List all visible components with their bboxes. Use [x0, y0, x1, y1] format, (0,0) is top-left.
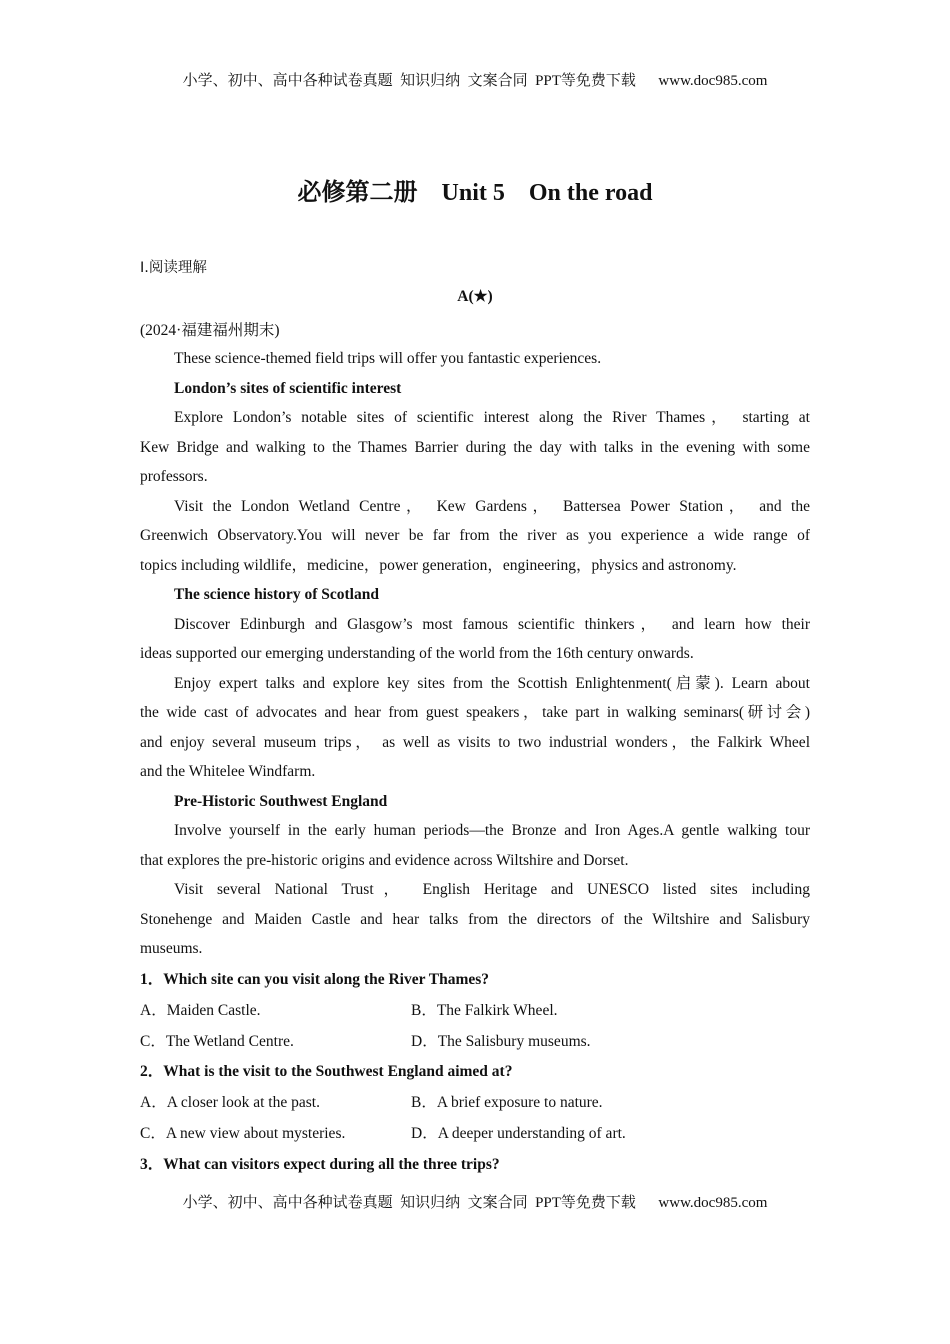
paragraph-line: museums. [140, 940, 203, 957]
paragraph-line: ideas supported our emerging understanding of the world from the 16th century onwards. [140, 645, 694, 662]
question-stem: 3．What can visitors expect during all the three trips? [140, 1155, 500, 1173]
answer-option[interactable]: A．A closer look at the past. [140, 1094, 320, 1112]
answer-option[interactable]: D．The Salisbury museums. [411, 1032, 591, 1050]
paragraph-line: Visit the London Wetland Centre， Kew Gardens， Battersea Power Station， and the [174, 497, 810, 515]
paragraph-line: the wide cast of advocates and hear from guest speakers，take part in walking seminars(研讨会) [140, 704, 810, 721]
source-note: (2024·福建福州期末) [140, 322, 280, 339]
subheading: The science history of Scotland [174, 586, 379, 603]
page-footer: 小学、初中、高中各种试卷真题 知识归纳 文案合同 PPT等免费下载 www.doc985.com [182, 1195, 768, 1211]
option-row [140, 1027, 810, 1058]
paragraph-line: Discover Edinburgh and Glasgow’s most famous scientific thinkers， and learn how their [174, 615, 810, 633]
option-row [140, 1119, 810, 1150]
questions [140, 965, 810, 1181]
paragraph-line: Explore London’s notable sites of scientific interest along the River Thames， starting at [174, 409, 810, 426]
answer-option[interactable]: D．A deeper understanding of art. [411, 1124, 626, 1142]
page-header: 小学、初中、高中各种试卷真题 知识归纳 文案合同 PPT等免费下载 www.doc985.com [182, 73, 768, 89]
paragraph-line: Stonehenge and Maiden Castle and hear talks from the directors of the Wiltshire and Salisbury [140, 910, 810, 928]
option-row [140, 996, 810, 1027]
paragraph-line: Kew Bridge and walking to the Thames Barrier during the day with talks in the evening with some [140, 438, 810, 456]
option-row [140, 1088, 810, 1119]
paragraph-line: Visit several National Trust， English Heritage and UNESCO listed sites including [174, 881, 810, 898]
answer-option[interactable]: A．Maiden Castle. [140, 1001, 261, 1019]
subheading: London’s sites of scientific interest [174, 379, 402, 397]
answer-option[interactable]: C．The Wetland Centre. [140, 1032, 294, 1050]
answer-option[interactable]: B．The Falkirk Wheel. [411, 1001, 558, 1019]
paragraph-line: and the Whitelee Windfarm. [140, 763, 316, 780]
passage-body [140, 344, 810, 964]
paragraph-line: Enjoy expert talks and explore key sites from the Scottish Enlightenment(启蒙). Learn about [174, 674, 810, 692]
section-heading: Ⅰ.阅读理解 [140, 260, 207, 276]
paragraph-line: topics including wildlife，medicine，power generation，engineering，physics and astronomy. [140, 556, 737, 574]
paragraph-line: and enjoy several museum trips， as well as visits to two industrial wonders，the Falkirk Wheel [140, 733, 810, 751]
subheading: Pre-Historic Southwest England [174, 792, 388, 810]
paragraph-line: Greenwich Observatory.You will never be far from the river as you experience a wide range of [140, 527, 810, 544]
paragraph-line: that explores the pre-historic origins and evidence across Wiltshire and Dorset. [140, 851, 629, 869]
answer-option[interactable]: B．A brief exposure to nature. [411, 1094, 603, 1112]
answer-option[interactable]: C．A new view about mysteries. [140, 1124, 346, 1142]
page-title: 必修第二册 Unit 5 On the road [297, 180, 653, 206]
paragraph-line: Involve yourself in the early human periods—the Bronze and Iron Ages.A gentle walking tour [174, 822, 810, 839]
question-stem: 1．Which site can you visit along the River Thames? [140, 971, 490, 988]
paragraph-line: These science-themed field trips will offer you fantastic experiences. [174, 350, 602, 367]
question-stem: 2．What is the visit to the Southwest England aimed at? [140, 1063, 513, 1081]
paragraph-line: professors. [140, 468, 208, 485]
passage-label: A(★) [457, 288, 493, 305]
